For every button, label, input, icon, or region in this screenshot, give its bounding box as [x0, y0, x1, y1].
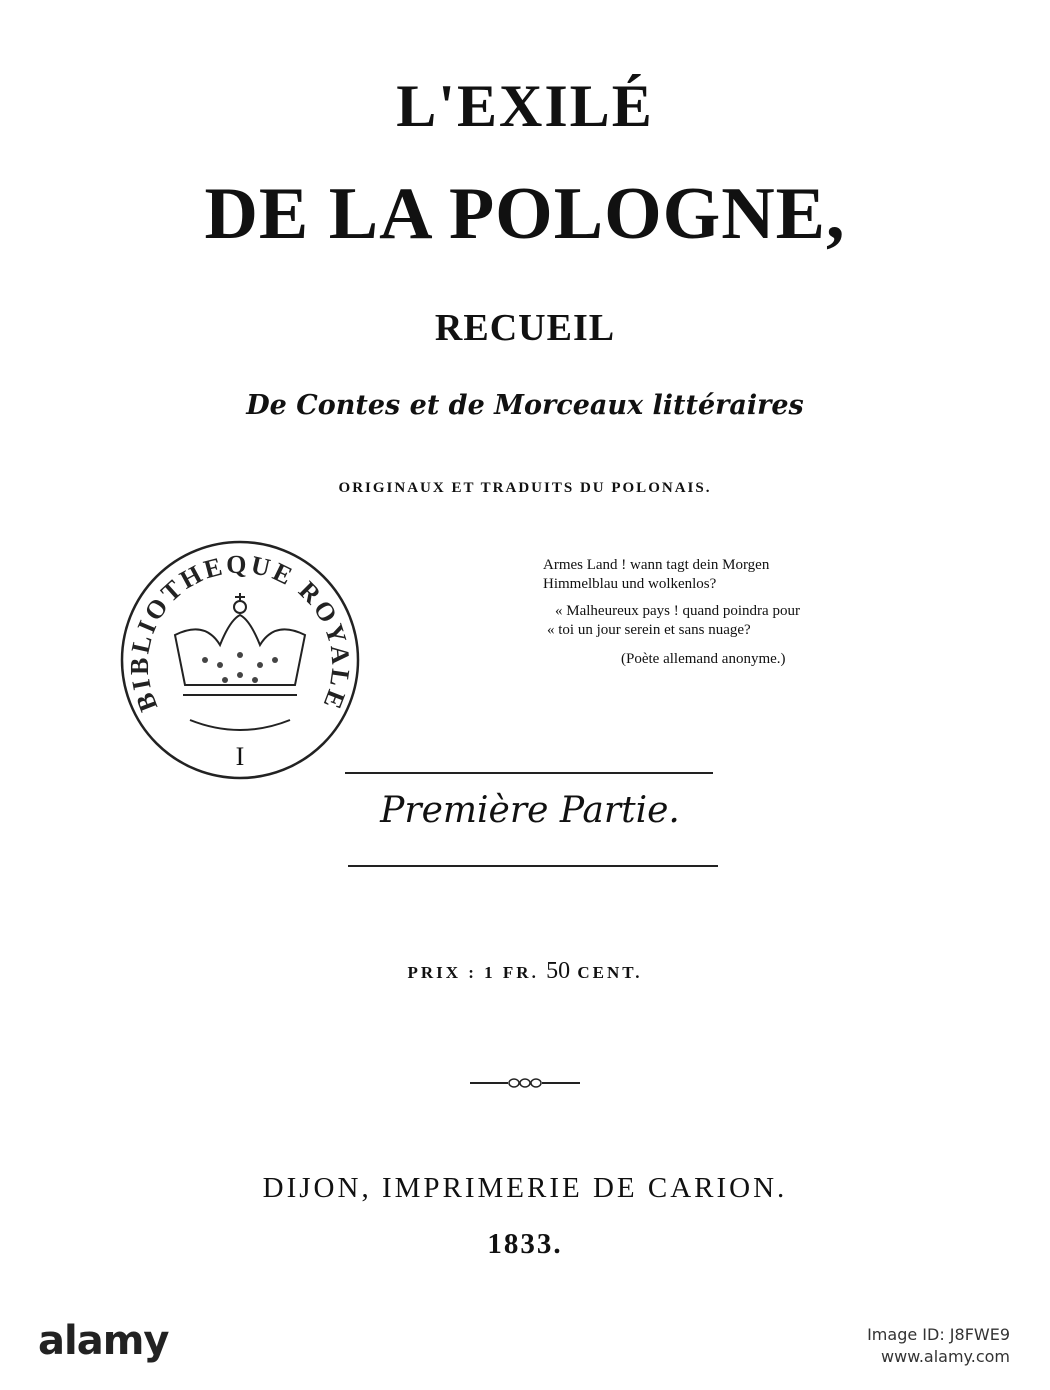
- title-line-exile: L'EXILÉ: [396, 73, 654, 139]
- subtitle: De Contes et de Morceaux littéraires: [246, 390, 804, 421]
- price-amount: 50: [546, 958, 571, 984]
- imprint: DIJON, IMPRIMERIE DE CARION.: [262, 1172, 788, 1204]
- ornament-divider-icon: [470, 1076, 580, 1090]
- stamp-numeral: I: [235, 742, 245, 771]
- epigraph: [543, 556, 923, 669]
- epigraph-attribution: (Poète allemand anonyme.): [621, 651, 786, 667]
- title-line-pologne: DE LA POLOGNE,: [204, 173, 846, 255]
- epigraph-german-2: Himmelblau und wolkenlos?: [543, 576, 717, 592]
- epigraph-french-1: « Malheureux pays ! quand poindra pour: [555, 603, 800, 619]
- stamp-legend: BIBLIOTHEQUE ROYALE: [124, 549, 356, 716]
- alamy-logo: alamy: [38, 1318, 169, 1364]
- footer-info: [867, 1324, 1010, 1368]
- rule-top: [345, 772, 713, 774]
- rule-bottom: [348, 865, 718, 867]
- library-stamp-icon: [115, 535, 365, 785]
- watermark-footer: [0, 1300, 1050, 1390]
- part-label: Première Partie.: [380, 790, 680, 831]
- site-url: www.alamy.com: [881, 1347, 1010, 1366]
- epigraph-german-1: Armes Land ! wann tagt dein Morgen: [543, 557, 770, 573]
- title-line-recueil: RECUEIL: [434, 307, 616, 349]
- publication-year: 1833.: [487, 1228, 563, 1260]
- price-unit: CENT.: [577, 963, 643, 982]
- price: [0, 958, 1050, 985]
- tagline: ORIGINAUX ET TRADUITS DU POLONAIS.: [338, 480, 712, 496]
- epigraph-french-2: « toi un jour serein et sans nuage?: [547, 622, 751, 638]
- image-id: Image ID: J8FWE9: [867, 1325, 1010, 1344]
- price-label: PRIX : 1 FR.: [407, 963, 539, 982]
